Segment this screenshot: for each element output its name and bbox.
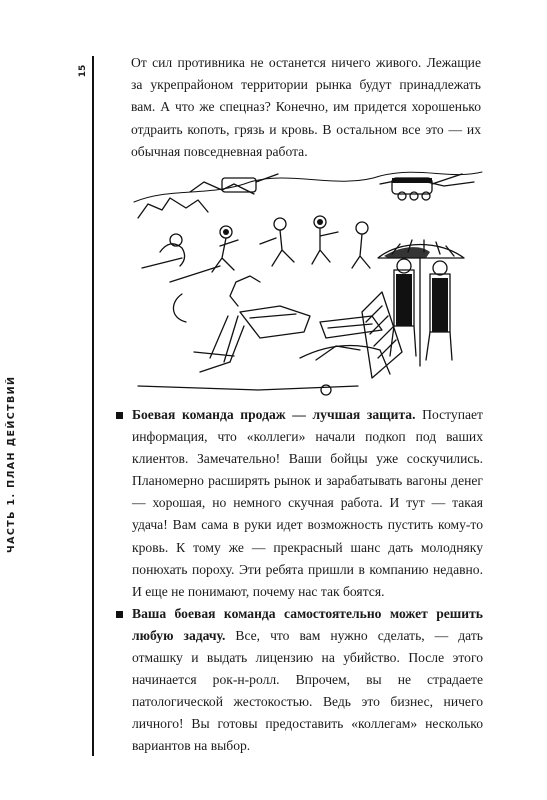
- list-item: [115, 404, 483, 603]
- bullet-lead: Боевая команда продаж — лучшая защита.: [132, 407, 416, 422]
- bullet-list: [115, 404, 483, 758]
- square-bullet-icon: [116, 412, 123, 419]
- intro-block: [131, 52, 481, 163]
- cartoon-illustration: [130, 162, 486, 398]
- square-bullet-icon: [116, 611, 123, 618]
- margin-rule: [92, 56, 94, 756]
- page-number: 15: [78, 64, 88, 78]
- page-margin-sidebar: [0, 0, 96, 800]
- running-header: ЧАСТЬ 1. ПЛАН ДЕЙСТВИЙ: [6, 375, 17, 553]
- list-item: [115, 603, 483, 758]
- bullet-lead: Ваша боевая команда самостоятельно может решить любую задачу.: [132, 605, 483, 643]
- bullet-text: Все, что вам нужно сделать, — дать отмашку и выдать лицензию на убийство. После этого начинается рок-н-ролл. Впрочем, вы не страдаете патологической жестокостью. Ведь это бизнес, ничего личного! Вы готовы предоставить «коллегам» несколько вариантов на выбор.: [132, 627, 484, 754]
- intro-paragraph: От сил противника не останется ничего живого. Лежащие за укрепрайоном территории рынка будут принадлежать вам. А что же спецназ? Конечно, им придется хорошенько отдраить копоть, грязь и кровь. В остальном все это — их обычная повседневная работа.: [131, 55, 481, 159]
- bullet-text: Поступает информация, что «коллеги» начали подкоп под ваших клиентов. Замечательно! Ваши бойцы уже соскучились. Планомерно расширять рынок и зарабатывать вагоны денег — хорошая, но немного скучная работа. И тут — такая удача! Вам сама в руки идет возможность пустить кому-то кровь. К тому же — прекрасный шанс дать молодняку понюхать пороху. Эти ребята пришли в компанию недавно. И еще не понимают, почему нас так боятся.: [132, 407, 483, 599]
